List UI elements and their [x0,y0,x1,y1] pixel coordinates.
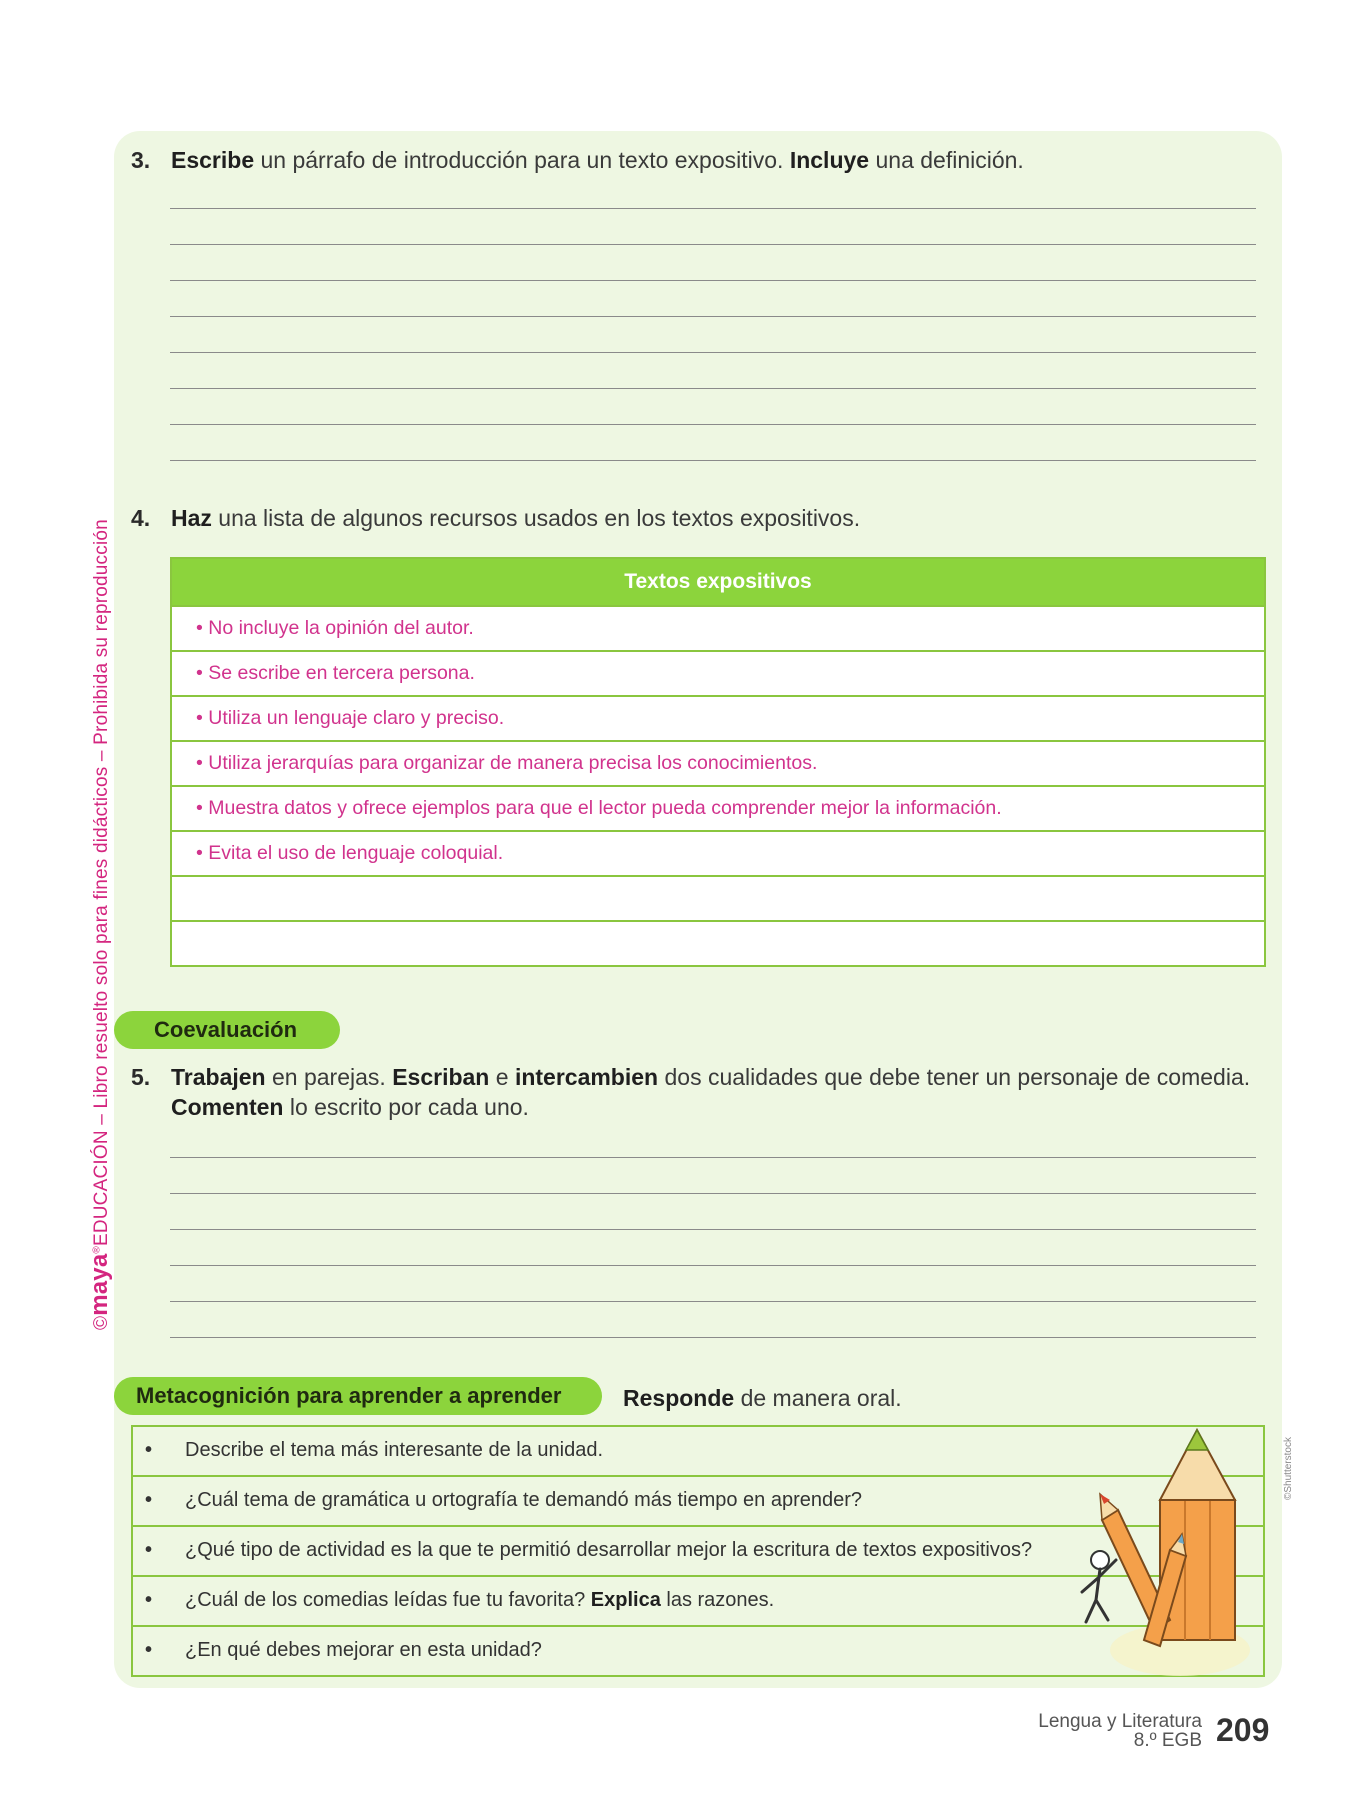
list-item: • ¿Cuál de los comedias leídas fue tu favorita? Explica las razones. [133,1577,1263,1627]
question-5: 5. Trabajen en parejas. Escriban e intercambien dos cualidades que debe tener un personaje de comedia. Comenten lo escrito por cada uno. [131,1064,1251,1120]
bullet: • [145,1539,153,1561]
list-item: • ¿Qué tipo de actividad es la que te permitió desarrollar mejor la escritura de textos expositivos? [133,1527,1263,1577]
metacognicion-label: Metacognición para aprender a aprender [114,1377,602,1415]
page-number: 209 [1216,1712,1270,1748]
footer-grade: 8.º EGB [1133,1730,1202,1751]
table-row[interactable]: • Muestra datos y ofrece ejemplos para que el lector pueda comprender mejor la información. [171,786,1265,831]
list-item: • Describe el tema más interesante de la unidad. [133,1427,1263,1477]
table-row[interactable]: • Evita el uso de lenguaje coloquial. [171,831,1265,876]
table-row[interactable]: • No incluye la opinión del autor. [171,606,1265,651]
image-credit: ©Shutterstock [1283,1437,1294,1500]
table-row[interactable]: • Utiliza un lenguaje claro y preciso. [171,696,1265,741]
pencils-illustration [1060,1410,1260,1680]
bullet: • [145,1489,153,1511]
answer-lines-q3[interactable] [170,208,1256,461]
list-item: • ¿En qué debes mejorar en esta unidad? [133,1627,1263,1675]
publisher-logo: maya [86,1253,113,1316]
bullet: • [145,1439,153,1461]
question-3: 3. Escribe un párrafo de introducción para un texto expositivo. Incluye una definición. [131,147,1024,173]
bullet: • [145,1589,153,1611]
table-row-empty[interactable] [171,876,1265,921]
table-row-empty[interactable] [171,921,1265,966]
answer-lines-q5[interactable] [170,1157,1256,1338]
copyright-notice: ©maya®EDUCACIÓN – Libro resuelto solo para fines didácticos – Prohibida su reproducción [86,519,113,1330]
table-row[interactable]: • Se escribe en tercera persona. [171,651,1265,696]
table-header: Textos expositivos [171,558,1265,606]
footer-subject: Lengua y Literatura [1038,1711,1202,1732]
table-row[interactable]: • Utiliza jerarquías para organizar de manera precisa los conocimientos. [171,741,1265,786]
expository-texts-table [170,557,1266,967]
coevaluacion-label: Coevaluación [114,1011,340,1049]
list-item: • ¿Cuál tema de gramática u ortografía te demandó más tiempo en aprender? [133,1477,1263,1527]
bullet: • [145,1639,153,1661]
metacognicion-instruction: Responde de manera oral. [623,1385,902,1411]
question-4: 4. Haz una lista de algunos recursos usados en los textos expositivos. [131,505,861,531]
